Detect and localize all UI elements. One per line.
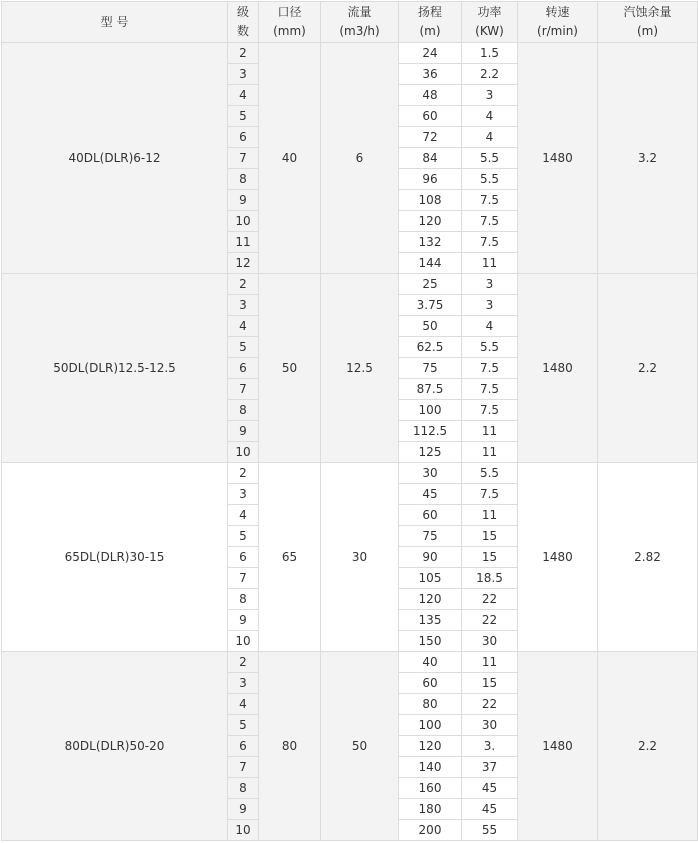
table-row: [2, 274, 698, 295]
head-cell: 140: [399, 757, 462, 778]
power-cell: 7.5: [462, 211, 518, 232]
power-cell: 4: [462, 106, 518, 127]
head-cell: 120: [399, 211, 462, 232]
head-cell: 200: [399, 820, 462, 841]
power-cell: 30: [462, 631, 518, 652]
head-cell: 125: [399, 442, 462, 463]
head-cell: 84: [399, 148, 462, 169]
head-cell: 150: [399, 631, 462, 652]
header-diameter-label: 口径: [277, 5, 302, 19]
power-cell: 11: [462, 442, 518, 463]
speed-cell: 1480: [518, 274, 598, 463]
power-cell: 7.5: [462, 484, 518, 505]
model-cell: 80DL(DLR)50-20: [2, 652, 228, 841]
stage-cell: 8: [228, 778, 259, 799]
power-cell: 7.5: [462, 190, 518, 211]
power-cell: 30: [462, 715, 518, 736]
diameter-cell: 40: [259, 43, 321, 274]
head-cell: 132: [399, 232, 462, 253]
power-cell: 37: [462, 757, 518, 778]
head-cell: 72: [399, 127, 462, 148]
head-cell: 144: [399, 253, 462, 274]
header-flow-label: 流量: [347, 5, 372, 19]
stage-cell: 4: [228, 694, 259, 715]
pump-spec-table: [1, 1, 698, 841]
power-cell: 15: [462, 526, 518, 547]
power-cell: 3: [462, 85, 518, 106]
power-cell: 4: [462, 127, 518, 148]
stage-cell: 5: [228, 526, 259, 547]
head-cell: 45: [399, 484, 462, 505]
head-cell: 90: [399, 547, 462, 568]
header-diameter-unit: (mm): [273, 24, 306, 38]
stage-cell: 8: [228, 589, 259, 610]
power-cell: 7.5: [462, 232, 518, 253]
power-cell: 11: [462, 421, 518, 442]
stage-cell: 4: [228, 85, 259, 106]
stage-cell: 2: [228, 463, 259, 484]
stage-cell: 4: [228, 505, 259, 526]
stage-cell: 6: [228, 736, 259, 757]
header-power: [462, 2, 518, 43]
head-cell: 50: [399, 316, 462, 337]
power-cell: 15: [462, 547, 518, 568]
power-cell: 4: [462, 316, 518, 337]
head-cell: 75: [399, 526, 462, 547]
flow-cell: 50: [321, 652, 399, 841]
table-body: [2, 43, 698, 841]
power-cell: 22: [462, 589, 518, 610]
stage-cell: 3: [228, 673, 259, 694]
flow-cell: 30: [321, 463, 399, 652]
head-cell: 36: [399, 64, 462, 85]
power-cell: 15: [462, 673, 518, 694]
head-cell: 112.5: [399, 421, 462, 442]
power-cell: 11: [462, 505, 518, 526]
power-cell: 11: [462, 652, 518, 673]
stage-cell: 5: [228, 715, 259, 736]
power-cell: 3: [462, 295, 518, 316]
stage-cell: 10: [228, 442, 259, 463]
header-stages: [228, 2, 259, 43]
model-cell: 40DL(DLR)6-12: [2, 43, 228, 274]
header-head-unit: (m): [419, 24, 441, 38]
head-cell: 62.5: [399, 337, 462, 358]
header-speed: [518, 2, 598, 43]
power-cell: 1.5: [462, 43, 518, 64]
power-cell: 5.5: [462, 148, 518, 169]
npsh-cell: 2.82: [598, 463, 698, 652]
stage-cell: 5: [228, 106, 259, 127]
stage-cell: 6: [228, 358, 259, 379]
stage-cell: 12: [228, 253, 259, 274]
stage-cell: 3: [228, 64, 259, 85]
speed-cell: 1480: [518, 463, 598, 652]
stage-cell: 9: [228, 799, 259, 820]
stage-cell: 5: [228, 337, 259, 358]
power-cell: 18.5: [462, 568, 518, 589]
head-cell: 105: [399, 568, 462, 589]
header-diameter: [259, 2, 321, 43]
head-cell: 25: [399, 274, 462, 295]
stage-cell: 6: [228, 127, 259, 148]
diameter-cell: 65: [259, 463, 321, 652]
header-npsh: [598, 2, 698, 43]
head-cell: 96: [399, 169, 462, 190]
head-cell: 160: [399, 778, 462, 799]
header-model-label: 型 号: [100, 14, 129, 29]
power-cell: 45: [462, 778, 518, 799]
header-speed-label: 转速: [545, 5, 570, 19]
head-cell: 80: [399, 694, 462, 715]
stage-cell: 7: [228, 568, 259, 589]
speed-cell: 1480: [518, 43, 598, 274]
power-cell: 5.5: [462, 337, 518, 358]
power-cell: 7.5: [462, 379, 518, 400]
header-head-label: 扬程: [417, 5, 442, 19]
stage-cell: 9: [228, 190, 259, 211]
header-stages-label: 级: [236, 5, 249, 19]
stage-cell: 2: [228, 652, 259, 673]
head-cell: 60: [399, 673, 462, 694]
header-flow-unit: (m3/h): [339, 24, 380, 38]
speed-cell: 1480: [518, 652, 598, 841]
power-cell: 2.2: [462, 64, 518, 85]
table-row: [2, 463, 698, 484]
header-flow: [321, 2, 399, 43]
header-speed-unit: (r/min): [537, 24, 578, 38]
stage-cell: 3: [228, 295, 259, 316]
npsh-cell: 2.2: [598, 652, 698, 841]
power-cell: 11: [462, 253, 518, 274]
npsh-cell: 3.2: [598, 43, 698, 274]
head-cell: 60: [399, 505, 462, 526]
power-cell: 3.: [462, 736, 518, 757]
head-cell: 120: [399, 589, 462, 610]
model-cell: 65DL(DLR)30-15: [2, 463, 228, 652]
stage-cell: 9: [228, 610, 259, 631]
stage-cell: 2: [228, 43, 259, 64]
head-cell: 24: [399, 43, 462, 64]
stage-cell: 10: [228, 631, 259, 652]
head-cell: 100: [399, 400, 462, 421]
diameter-cell: 50: [259, 274, 321, 463]
table-row: [2, 43, 698, 64]
head-cell: 60: [399, 106, 462, 127]
power-cell: 7.5: [462, 358, 518, 379]
stage-cell: 9: [228, 421, 259, 442]
power-cell: 22: [462, 610, 518, 631]
model-cell: 50DL(DLR)12.5-12.5: [2, 274, 228, 463]
diameter-cell: 80: [259, 652, 321, 841]
flow-cell: 6: [321, 43, 399, 274]
power-cell: 45: [462, 799, 518, 820]
head-cell: 87.5: [399, 379, 462, 400]
head-cell: 3.75: [399, 295, 462, 316]
header-power-label: 功率: [477, 5, 502, 19]
head-cell: 48: [399, 85, 462, 106]
stage-cell: 3: [228, 484, 259, 505]
header-power-unit: (KW): [475, 24, 504, 38]
head-cell: 75: [399, 358, 462, 379]
header-row: [2, 2, 698, 43]
stage-cell: 8: [228, 169, 259, 190]
stage-cell: 4: [228, 316, 259, 337]
head-cell: 100: [399, 715, 462, 736]
header-npsh-unit: (m): [636, 24, 659, 38]
head-cell: 180: [399, 799, 462, 820]
flow-cell: 12.5: [321, 274, 399, 463]
header-npsh-label: 汽蚀余量: [623, 5, 672, 19]
stage-cell: 7: [228, 757, 259, 778]
head-cell: 120: [399, 736, 462, 757]
stage-cell: 7: [228, 379, 259, 400]
stage-cell: 8: [228, 400, 259, 421]
head-cell: 40: [399, 652, 462, 673]
header-model: [2, 2, 228, 43]
stage-cell: 10: [228, 211, 259, 232]
power-cell: 22: [462, 694, 518, 715]
stage-cell: 7: [228, 148, 259, 169]
stage-cell: 6: [228, 547, 259, 568]
power-cell: 3: [462, 274, 518, 295]
stage-cell: 10: [228, 820, 259, 841]
power-cell: 5.5: [462, 169, 518, 190]
power-cell: 55: [462, 820, 518, 841]
head-cell: 108: [399, 190, 462, 211]
head-cell: 30: [399, 463, 462, 484]
table-row: [2, 652, 698, 673]
header-stages-unit: 数: [236, 24, 249, 38]
power-cell: 7.5: [462, 400, 518, 421]
stage-cell: 11: [228, 232, 259, 253]
head-cell: 135: [399, 610, 462, 631]
npsh-cell: 2.2: [598, 274, 698, 463]
header-head: [399, 2, 462, 43]
power-cell: 5.5: [462, 463, 518, 484]
stage-cell: 2: [228, 274, 259, 295]
